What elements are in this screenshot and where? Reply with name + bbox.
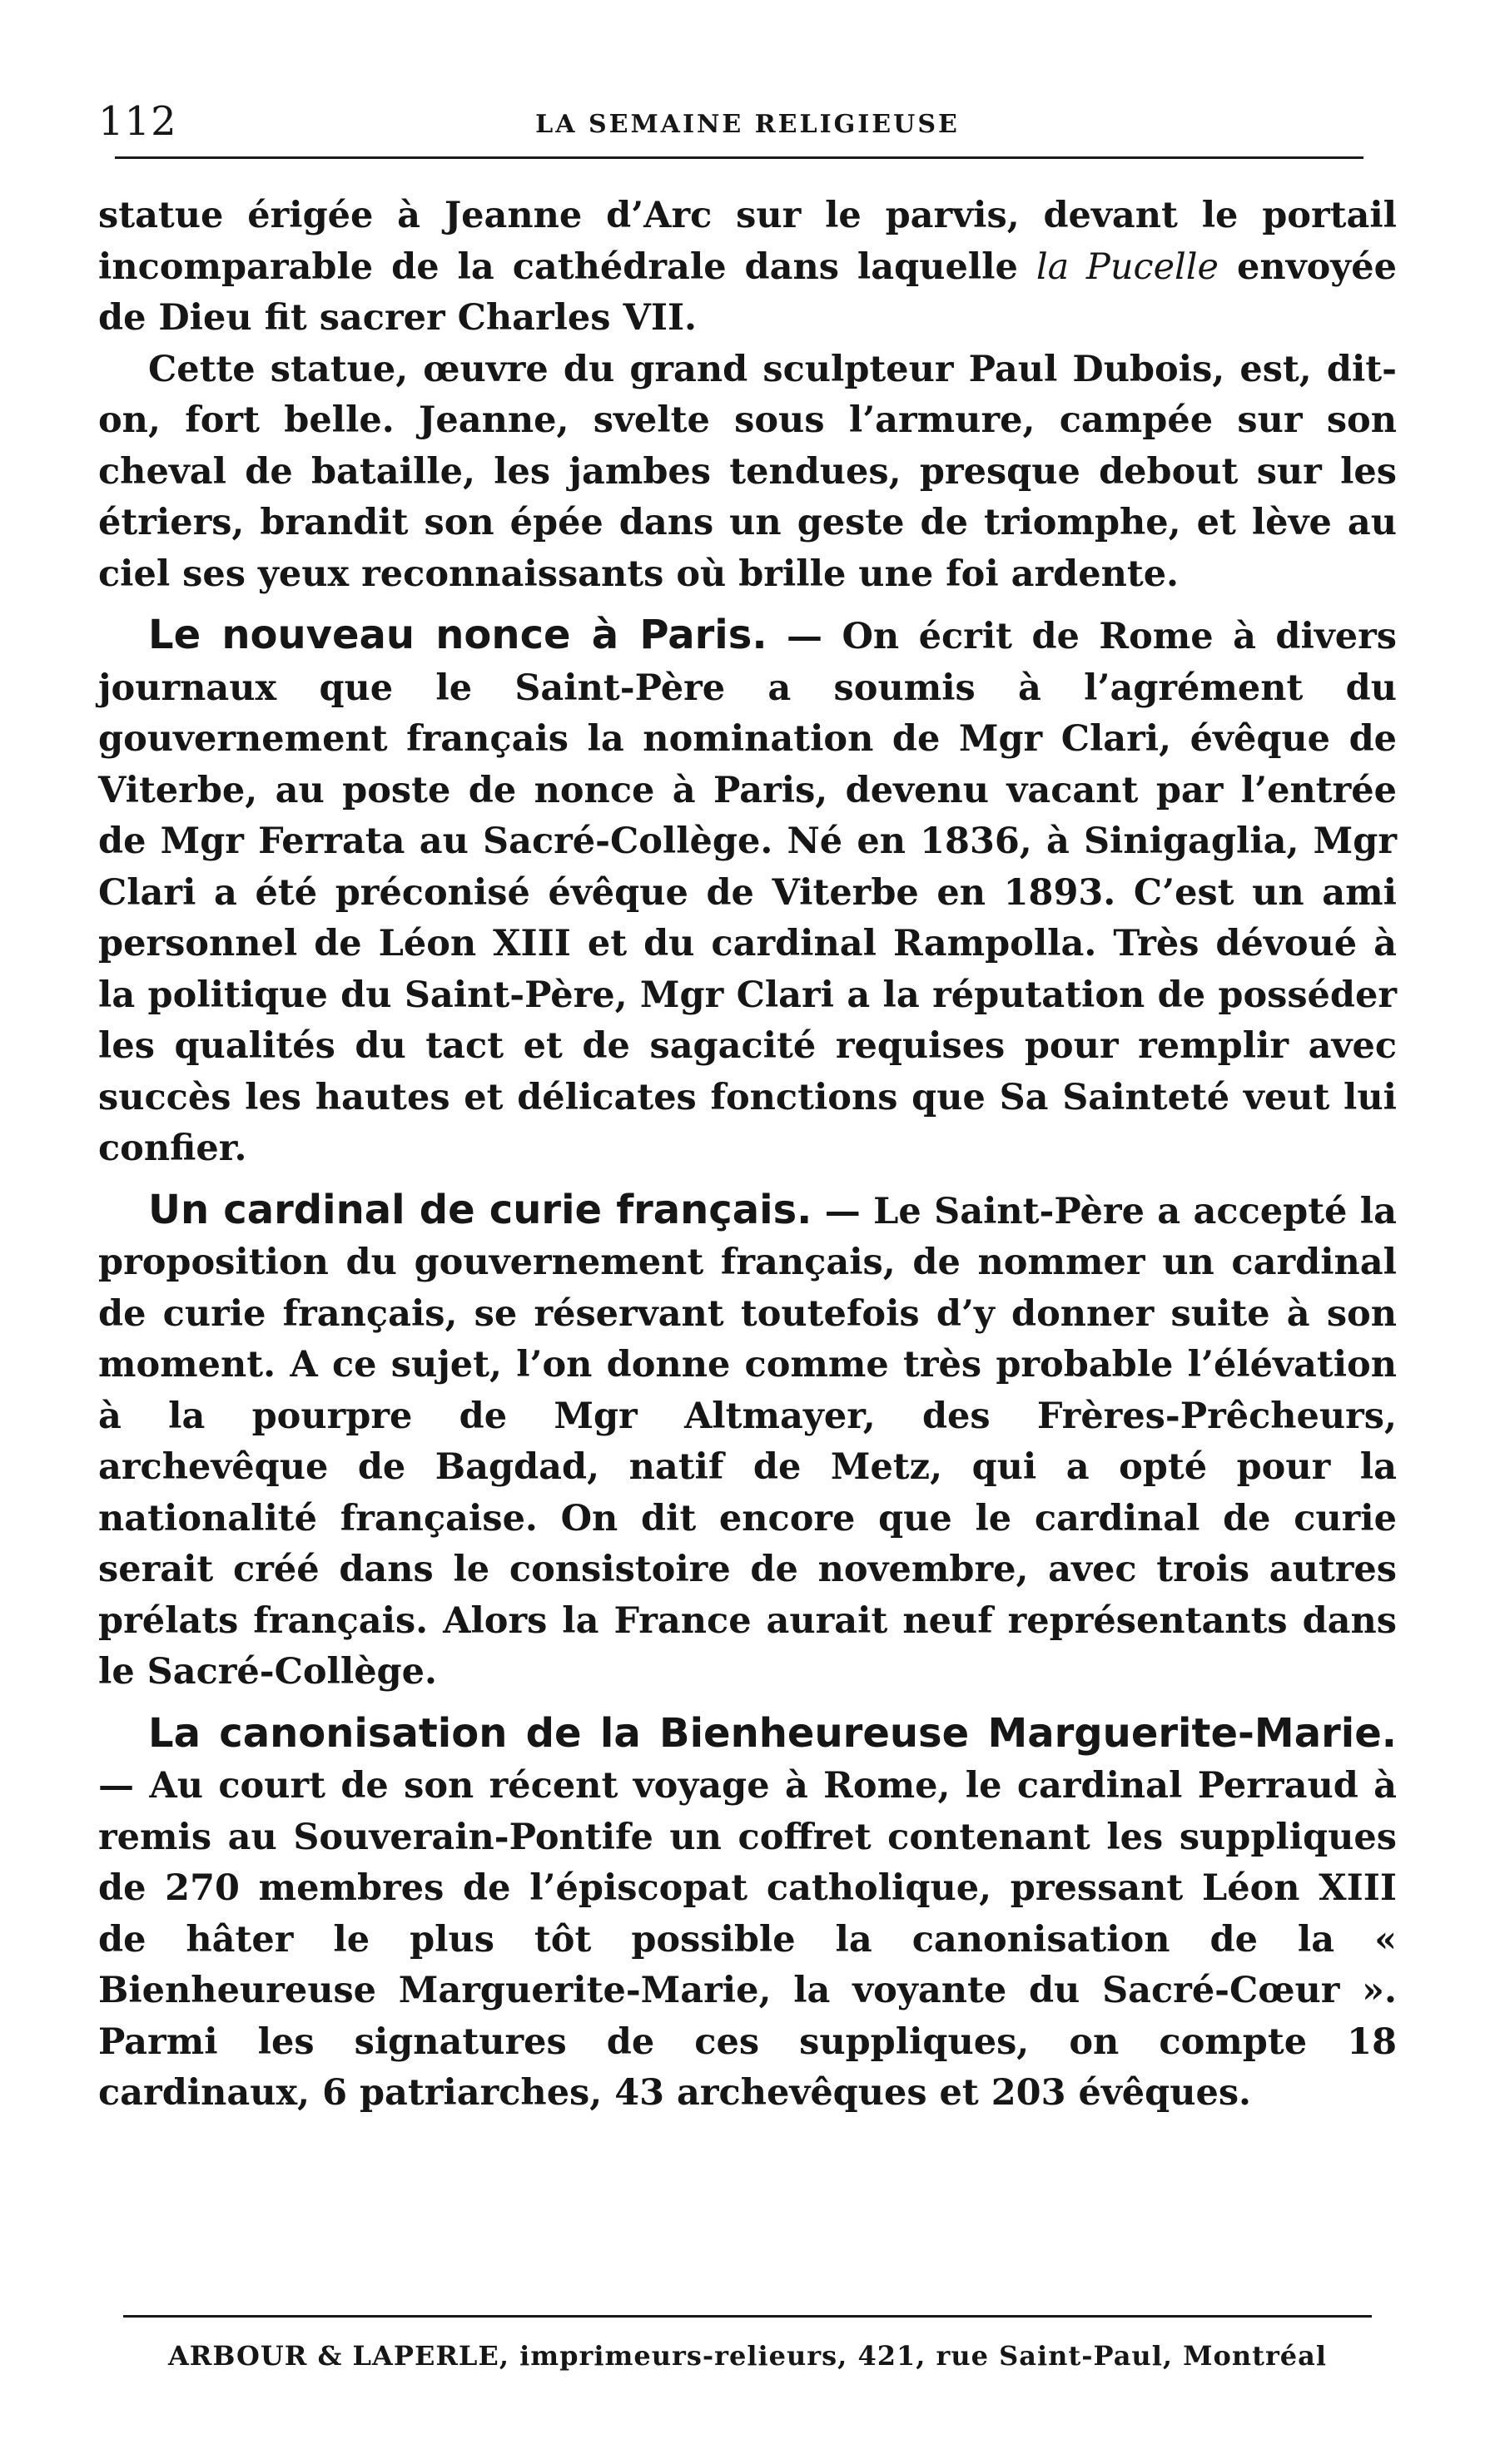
section-cardinal: [98, 1185, 1397, 1698]
section-canonisation: [98, 1708, 1397, 2119]
footer-rule: [123, 2315, 1372, 2318]
section-heading: La canonisation de la Bienheureuse Marguerite-Marie.: [148, 1709, 1397, 1757]
section-text: — Le Saint-Père a accepté la proposition du gouvernement français, de nommer un cardinal de curie français, se réservant toutefois d’y donner suite à son moment. A ce sujet, l’on donne comme très probable l’élévation à la pourpre de Mgr Altmayer, des Frères-Prêcheurs, archevêque de Bagdad, natif de Metz, qui a opté pour la nationalité française. On dit encore que le cardinal de curie serait créé dans le consistoire de novembre, avec trois autres prélats français. Alors la France aurait neuf représentants dans le Sacré-Collège.: [98, 1190, 1397, 1693]
intro-text-b: envoyée de Dieu fit sacrer Charles VII.: [98, 245, 1397, 339]
section-heading: Un cardinal de curie français.: [148, 1186, 812, 1233]
intro-emphasis: la Pucelle: [1036, 245, 1219, 288]
section-nonce: [98, 610, 1397, 1175]
running-title: LA SEMAINE RELIGIEUSE: [535, 110, 960, 139]
intro-paragraph-1: [98, 191, 1397, 345]
section-heading: Le nouveau nonce à Paris.: [148, 612, 767, 658]
intro-text-a: statue érigée à Jeanne d’Arc sur le parvis, devant le portail incomparable de la cathédrale dans laquelle: [98, 195, 1397, 288]
printer-imprint: ARBOUR & LAPERLE, imprimeurs-relieurs, 421, rue Saint-Paul, Montréal: [167, 2340, 1328, 2372]
page-number: 112: [98, 98, 177, 145]
document-page: [98, 98, 1397, 2119]
page-header: [98, 98, 1397, 156]
intro-paragraph-2: Cette statue, œuvre du grand sculpteur Paul Dubois, est, dit-on, fort belle. Jeanne, svelte sous l’armure, campée sur son cheval de bataille, les jambes tendues, presque debout sur les étriers, brandit son épée dans un geste de triomphe, et lève au ciel ses yeux reconnaissants où brille une foi ardente.: [98, 348, 1397, 595]
section-text: — Au court de son récent voyage à Rome, le cardinal Perraud à remis au Souverain-Pontife un coffret contenant les suppliques de 270 membres de l’épiscopat catholique, pressant Léon XIII de hâter le plus tôt possible la canonisation de la « Bienheureuse Marguerite-Marie, la voyante du Sacré-Cœur ». Parmi les signatures de ces suppliques, on compte 18 cardinaux, 6 patriarches, 43 archevêques et 203 évêques.: [98, 1765, 1397, 2114]
article-body: [98, 191, 1397, 2119]
header-rule: [115, 156, 1363, 159]
section-text: — On écrit de Rome à divers journaux que le Saint-Père a soumis à l’agrément du gouvernement français la nomination de Mgr Clari, évêque de Viterbe, au poste de nonce à Paris, devenu vacant par l’entrée de Mgr Ferrata au Sacré-Collège. Né en 1836, à Sinigaglia, Mgr Clari a été préconisé évêque de Viterbe en 1893. C’est un ami personnel de Léon XIII et du cardinal Rampolla. Très dévoué à la politique du Saint-Père, Mgr Clari a la réputation de posséder les qualités du tact et de sagacité requises pour remplir avec succès les hautes et délicates fonctions que Sa Sainteté veut lui confier.: [98, 616, 1397, 1169]
